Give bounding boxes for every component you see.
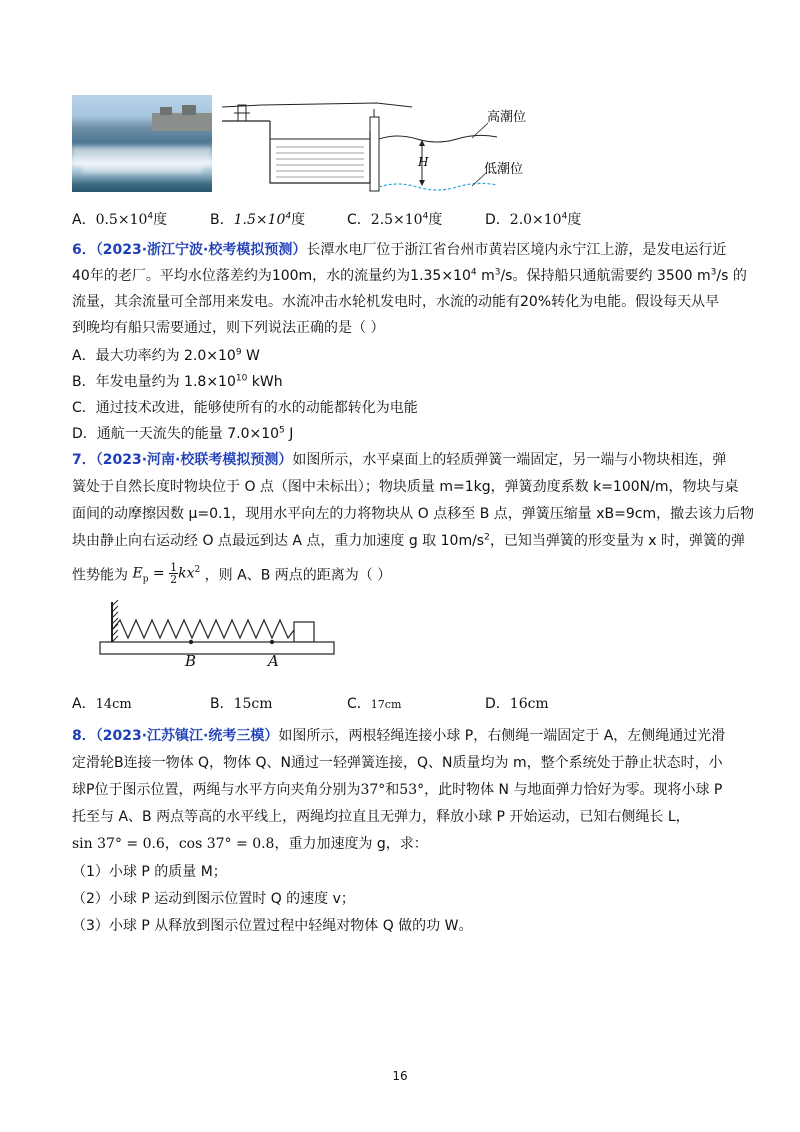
q5-option-c[interactable]: C．$2.5\times 10^4$度 [347, 211, 443, 228]
q5-option-b[interactable]: B．$1.5\times 10^4$度 [210, 211, 306, 228]
tide-label-low: 低潮位 [484, 162, 524, 177]
tide-gate [370, 117, 379, 191]
q6-option-d[interactable]: D．通航一天流失的能量 $7.0\times 10^5$ J [72, 425, 294, 442]
q6-option-a[interactable]: A．最大功率约为 $2.0\times 10^9$ W [72, 347, 260, 364]
tidal-water-photo [72, 95, 212, 192]
q7-line-5: 性势能为 $E_p$ = $\frac{1}{2}$ $kx^2$ ，则 A、B 两点的距离为（ ） [72, 562, 391, 588]
q7-source: （2023·河南·校联考模拟预测） [95, 452, 293, 468]
tide-rope [222, 103, 412, 107]
tide-diagram [222, 93, 567, 196]
q7-option-d[interactable]: D．16cm [485, 696, 549, 712]
q8-source: （2023·江苏镇江·统考三模） [95, 728, 279, 744]
q8-line-4: 托至与 A、B 两点等高的水平线上，两绳均拉直且无弹力，释放小球 P 开始运动，已知右侧绳长 L， [72, 809, 690, 825]
q6-number: 6． [72, 242, 96, 258]
q8-line-3: 球P位于图示位置，两绳与水平方向夹角分别为37°和53°，此时物体 N 与地面弹力恰好为零。现将小球 P [72, 782, 723, 798]
point-B [189, 640, 193, 644]
q7-line-2: 簧处于自然长度时物块位于 O 点（图中未标出）；物块质量 m=1kg，弹簧劲度系数 k=100N/m，物块与桌 [72, 479, 739, 495]
q5-option-d[interactable]: D．$2.0\times 10^4$度 [485, 211, 582, 228]
q7-option-c[interactable]: C．17cm [347, 696, 402, 712]
tide-label-H: H [418, 155, 429, 169]
low-tide-wave [379, 183, 497, 190]
table-top [100, 642, 334, 654]
q8-sub-1: （1）小球 P 的质量 M； [72, 864, 227, 880]
q8-sub-2: （2）小球 P 运动到图示位置时 Q 的速度 v； [72, 891, 355, 907]
q7-line-3: 面间的动摩擦因数 μ=0.1，现用水平向左的力将物块从 O 点移至 B 点，弹簧压缩量 xB=9cm，撤去该力后物 [72, 506, 755, 522]
q6-option-c[interactable]: C．通过技术改进，能够使所有的水的动能都转化为电能 [72, 400, 418, 416]
q5-option-a[interactable]: A．$0.5\times 10^4$度 [72, 211, 168, 228]
q8-line-5: sin 37° = 0.6，cos 37° = 0.8，重力加速度为 g，求： [72, 836, 428, 852]
q6-line-1: 6．（2023·浙江宁波·校考模拟预测）长潭水电厂位于浙江省台州市黄岩区境内永宁江上游，是发电运行近 [72, 242, 727, 258]
point-A [270, 640, 274, 644]
q6-source: （2023·浙江宁波·校考模拟预测） [95, 242, 307, 258]
block [294, 622, 314, 642]
q8-sub-3: （3）小球 P 从释放到图示位置过程中轻绳对物体 Q 做的功 W。 [72, 918, 473, 934]
q7-line-4: 块由静止向右运动经 O 点最远到达 A 点，重力加速度 g 取 $10m/s^2$，已知当弹簧的形变量为 x 时，弹簧的弹 [72, 532, 746, 549]
fig-label-A: A [268, 652, 279, 670]
spring [112, 620, 294, 638]
high-tide-wave [379, 135, 497, 142]
tide-label-high: 高潮位 [487, 110, 527, 125]
spring-energy-formula: $E_p$ = $\frac{1}{2}$ $kx^2$ [132, 561, 201, 586]
q8-line-2: 定滑轮B连接一物体 Q，物体 Q、N通过一轻弹簧连接，Q、N质量均为 m，整个系统处于静止状态时，小 [72, 755, 723, 771]
q6-line-4: 到晚均有船只需要通过，则下列说法正确的是（ ） [72, 320, 385, 336]
q7-line-1: 7．（2023·河南·校联考模拟预测）如图所示，水平桌面上的轻质弹簧一端固定，另一端与小物块相连，弹 [72, 452, 727, 468]
q8-line-1: 8．（2023·江苏镇江·统考三模）如图所示，两根轻绳连接小球 P，右侧绳一端固定于 A，左侧绳通过光滑 [72, 728, 726, 744]
q7-option-b[interactable]: B．15cm [210, 696, 273, 712]
page-number: 16 [392, 1069, 408, 1083]
q7-option-a[interactable]: A．14cm [72, 696, 132, 712]
tide-basin [270, 121, 370, 183]
q8-number: 8． [72, 728, 96, 744]
spring-block-diagram [98, 598, 336, 662]
q6-line-3: 流量，其余流量可全部用来发电。水流冲击水轮机发电时，水流的动能有20%转化为电能。假设每天从早 [72, 294, 720, 310]
q7-number: 7． [72, 452, 96, 468]
q6-line-2: 40年的老厂。平均水位落差约为100m，水的流量约为$1.35\times 10^4$ $m^3/s$。保持船只通航需要约 3500 $m^3/s$ 的 [72, 267, 747, 284]
q6-option-b[interactable]: B．年发电量约为 $1.8\times 10^{10}$ kWh [72, 373, 283, 390]
fig-label-B: B [185, 652, 197, 670]
